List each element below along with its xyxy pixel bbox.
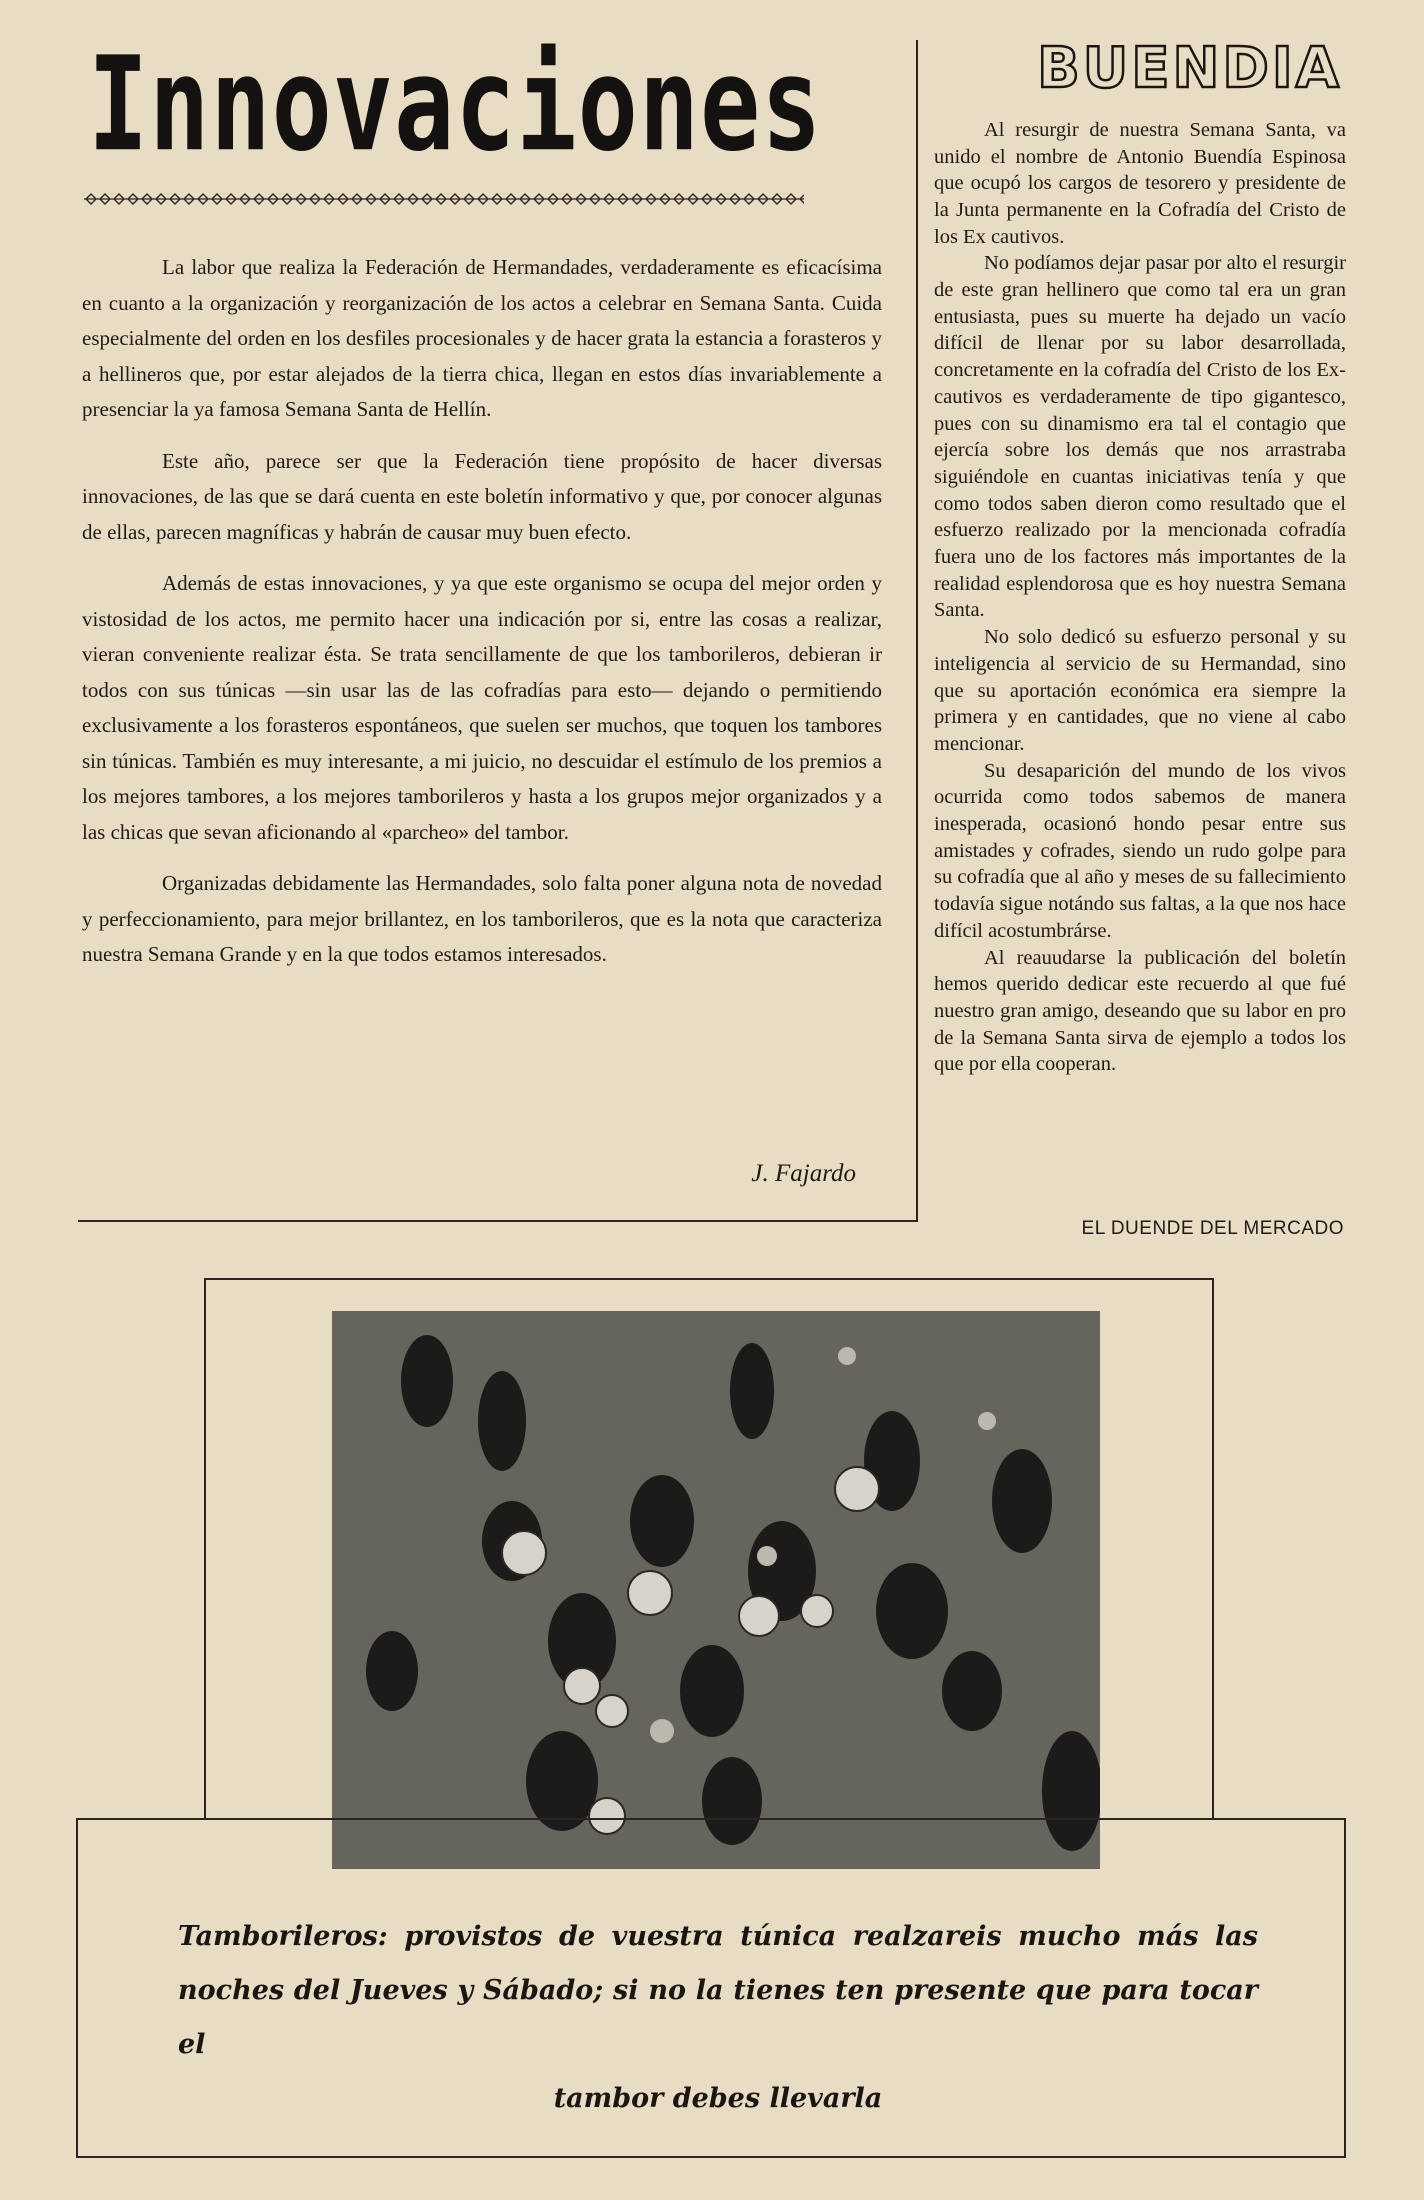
article-paragraph: Además de estas innovaciones, y ya que este organismo se ocupa del mejor orden y vistosidad de los actos, me permito hacer una indicación por si, entre las cosas a realizar, vieran conveniente realizar ésta. Se trata sencillamente de que los tamborileros, debieran ir todos con sus túnicas —sin usar las de las cofradías para esto— dejando o permitiendo exclusivamente a los forasteros espontáneos, que suelen ser muchos, que toquen los tambores sin túnicas. También es muy interesante, a mi juicio, no descuidar el estímulo de los premios a los mejores tambores, a los mejores tamborileros y hasta a los grupos mejor organizados y a las chicas que sevan aficionando al «parcheo» del tambor. (82, 571, 882, 844)
innovaciones-article (78, 28, 918, 1222)
column-body (934, 117, 1346, 1078)
column-paragraph: Su desaparición del mundo de los vivos ocurrida como todos sabemos de manera inesperada, ocasionó hondo pesar entre sus amistades y cofrades, siendo un rudo golpe para su cofradía que al año y meses de su fallecimiento todavía sigue notándo sus faltas, a la que nos hace difícil acostumbrárse. (934, 759, 1346, 942)
column-paragraph: No solo dedicó su esfuerzo personal y su inteligencia al servicio de su Hermandad, sino que su aportación económica era siempre la primera y en cantidades, que no viene al cabo mencionar. (934, 626, 1346, 755)
article-signature: J. Fajardo (751, 1160, 856, 1187)
column-paragraph: No podíamos dejar pasar por alto el resurgir de este gran hellinero que como tal era un gran entusiasta, pues su muerte ha dejado un vacío difícil de llenar por su labor desarrollada, concretamente en la cofradía del Cristo de los Ex-cautivos es verdaderamente de tipo gigantesco, pues con su dinamismo era tal el contagio que ejercía sobre los demás que nos arrastraba siguiéndole en cuantas iniciativas tenía y que como todos saben dieron como resultado que el esfuerzo realizado por la mencionada cofradía fuera uno de los factores más importantes de la realidad esplendorosa que es hoy nuestra Semana Santa. (934, 252, 1346, 622)
article-body (82, 250, 882, 989)
column-paragraph: Al reauudarse la publicación del boletín hemos querido dedicar este recuerdo al que fué nuestro gran amigo, deseando que su labor en pro de la Semana Santa sirva de ejemplo a todos los que por ella cooperan. (934, 946, 1346, 1076)
ornamental-rule (84, 193, 804, 205)
drummers-photo-illustration (332, 1311, 1100, 1869)
buendia-column (934, 36, 1346, 1240)
column-byline: EL DUENDE DEL MERCADO (1081, 1218, 1344, 1239)
column-paragraph: Al resurgir de nuestra Semana Santa, va unido el nombre de Antonio Buendía Espinosa que ocupó los cargos de tesorero y presidente de la Junta permanente en la Cofradía del Cristo de los Ex cautivos. (934, 118, 1346, 248)
article-paragraph: La labor que realiza la Federación de Hermandades, verdaderamente es eficacísima en cuanto a la organización y reorganización de los actos a celebrar en Semana Santa. Cuida especialmente del orden en los desfiles procesionales y de hacer grata la estancia a forasteros y a hellineros que, por estar alejados de la tierra chica, llegan en estos días invariablemente a presenciar la ya famosa Semana Santa de Hellín. (82, 255, 882, 421)
caption-last-line: tambor debes llevarla (553, 2083, 883, 2114)
article-paragraph: Este año, parece ser que la Federación tiene propósito de hacer diversas innovaciones, de las que se dará cuenta en este boletín informativo y que, por conocer algunas de ellas, parecen magníficas y habrán de causar muy buen efecto. (82, 448, 882, 544)
article-paragraph: Organizadas debidamente las Hermandades, solo falta poner alguna nota de novedad y perfeccionamiento, para mejor brillantez, en los tamborileros, que es la nota que caracteriza nuestra Semana Grande y en la que todos estamos interesados. (82, 871, 882, 966)
column-title: BUENDIA (1037, 36, 1342, 101)
caption-box (76, 1818, 1346, 2158)
drummers-photo (332, 1311, 1100, 1869)
caption-text: Tamborileros: provistos de vuestra túnica realzareis mucho más las noches del Jueves y Sábado; si no la tienes ten presente que para tocar el (178, 1921, 1258, 2060)
article-headline: Innovaciones (88, 28, 823, 181)
photo-caption (178, 1910, 1258, 2126)
